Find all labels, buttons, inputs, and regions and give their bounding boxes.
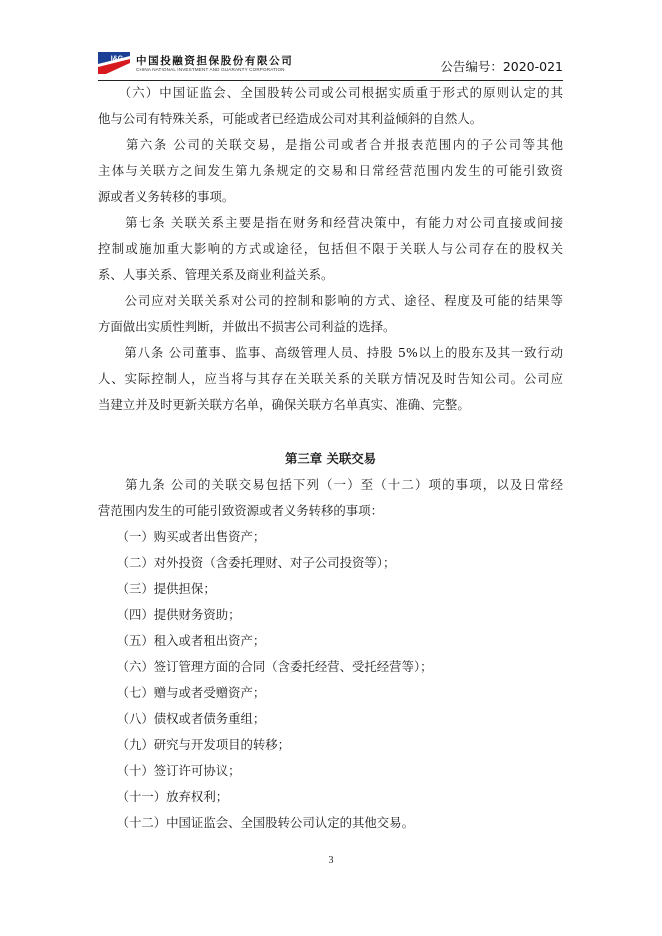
- list-item: （六）签订管理方面的合同（含委托经营、受托经营等）；: [98, 659, 433, 674]
- body-line: 控制或施加重大影响的方式或途径，包括但不限于关联人与公司存在的股权关: [98, 241, 563, 256]
- list-item: （九）研究与开发项目的转移；: [98, 737, 291, 752]
- list-item: （十）签订许可协议；: [98, 763, 241, 778]
- announcement-number: 公告编号：2020-021: [440, 59, 563, 74]
- list-item: （二）对外投资（含委托理财、对子公司投资等）；: [98, 555, 396, 570]
- body-line: 方面做出实质性判断，并做出不损害公司利益的选择。: [98, 319, 396, 334]
- list-item: （四）提供财务资助；: [98, 607, 241, 622]
- list-item: （十二）中国证监会、全国股转公司认定的其他交易。: [98, 815, 414, 830]
- body-line: 当建立并及时更新关联方名单，确保关联方名单真实、准确、完整。: [98, 397, 470, 412]
- list-item: （八）债权或者债务重组；: [98, 711, 266, 726]
- body-line: 人、实际控制人，应当将与其存在关联关系的关联方情况及时告知公司。公司应: [98, 371, 563, 386]
- section-gap: [98, 418, 563, 445]
- body-line: 系、人事关系、管理关系及商业利益关系。: [98, 267, 334, 282]
- list-item: （七）赠与或者受赠资产；: [98, 685, 266, 700]
- company-name-cn: 中国投融资担保股份有限公司: [136, 55, 294, 67]
- page-number: 3: [328, 855, 334, 866]
- company-name-en: CHINA NATIONAL INVESTMENT AND GUARANTY CORPORATION: [136, 67, 285, 72]
- body-line: （六）中国证监会、全国股转公司或公司根据实质重于形式的原则认定的其: [98, 85, 563, 100]
- body-line: 源或者义务转移的事项。: [98, 189, 235, 204]
- body-line: 第六条 公司的关联交易，是指公司或者合并报表范围内的子公司等其他: [98, 137, 563, 152]
- body-line: 第九条 公司的关联交易包括下列（一）至（十二）项的事项，以及日常经: [98, 477, 563, 492]
- body-line: 第八条 公司董事、监事、高级管理人员、持股 5%以上的股东及其一致行动: [98, 345, 563, 360]
- list-item: （五）租入或者租出资产；: [98, 633, 266, 648]
- list-item: （十一）放弃权利；: [98, 789, 229, 804]
- list-item: （三）提供担保；: [98, 581, 216, 596]
- list-item: （一）购买或者出售资产；: [98, 529, 266, 544]
- logo-text: I&G: [110, 55, 124, 63]
- company-logo-icon: [98, 52, 130, 74]
- body-line: 第七条 关联关系主要是指在财务和经营决策中，有能力对公司直接或间接: [98, 215, 563, 230]
- body-line: 主体与关联方之间发生第九条规定的交易和日常经营范围内发生的可能引致资: [98, 163, 563, 178]
- chapter-title: 第三章 关联交易: [284, 451, 377, 466]
- document-body: [98, 80, 563, 836]
- body-line: 营范围内发生的可能引致资源或者义务转移的事项：: [98, 503, 383, 518]
- body-line: 他与公司有特殊关系，可能或者已经造成公司对其利益倾斜的自然人。: [98, 111, 483, 126]
- body-line: 公司应对关联关系对公司的控制和影响的方式、途径、程度及可能的结果等: [98, 293, 563, 308]
- page-header: [98, 48, 563, 78]
